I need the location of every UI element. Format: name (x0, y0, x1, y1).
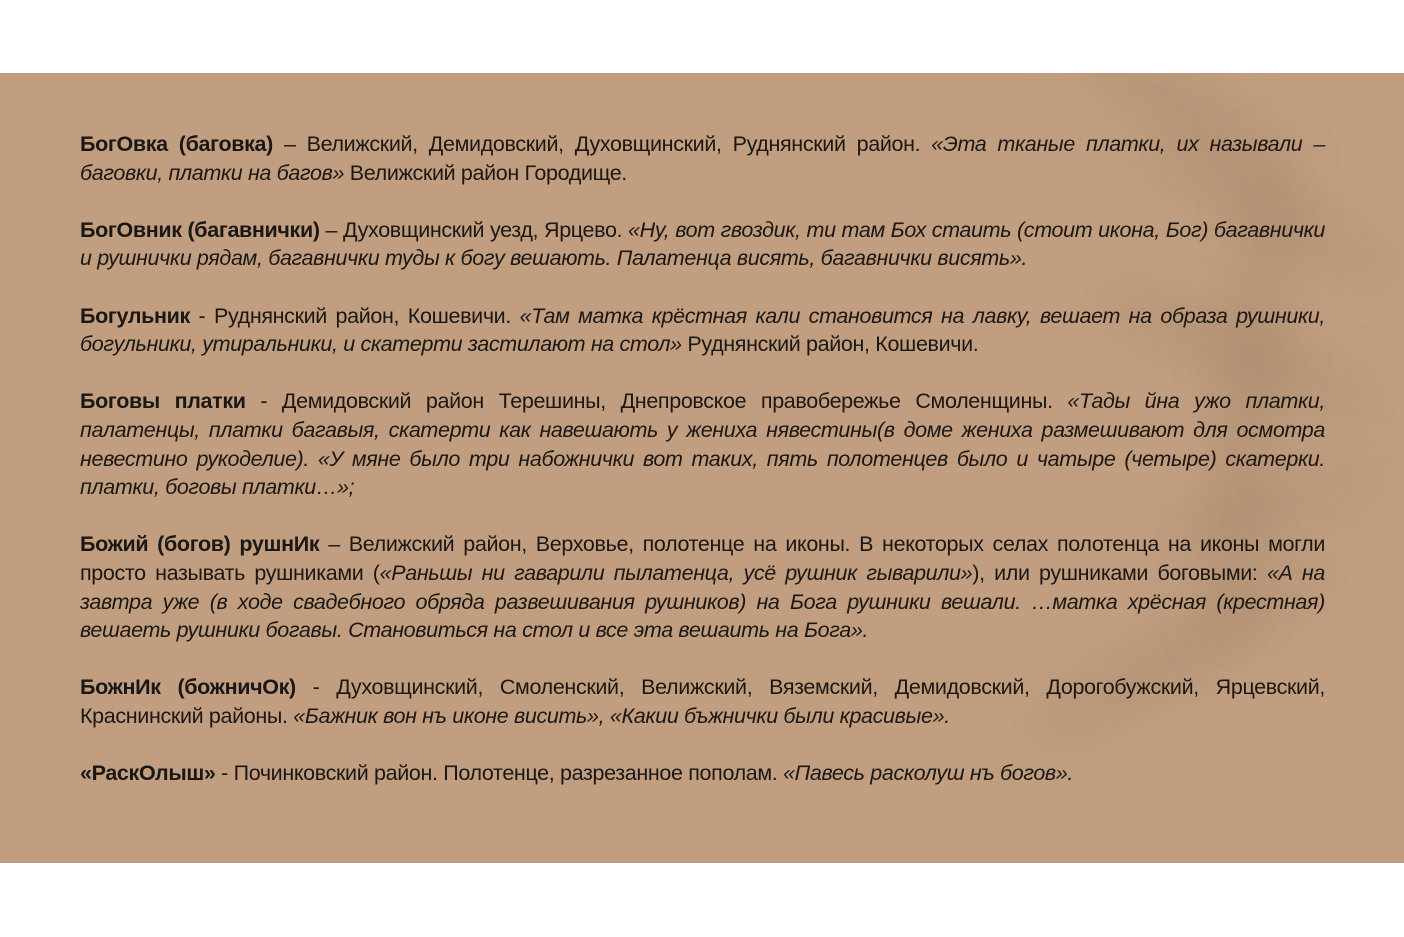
glossary-entry-bogovy-platki (80, 387, 1325, 501)
entry-text: ), или рушниками боговыми: (972, 560, 1267, 585)
glossary-text-block (80, 130, 1325, 788)
entry-separator: – (319, 217, 343, 242)
entry-term: БогОвник (багавнички) (80, 217, 320, 242)
entry-quote: «Тады йна ужо платки, палатенцы, платки багавыя, скатерти как навешають у жениха нявестины(в доме жениха размешивают для осмотра невестино рукоделие). «У мяне было три набожнички вот таких, пять полотенцев было и чатыре (четыре) скатерки. платки, боговы платки…»; (80, 389, 1325, 500)
entry-quote: «Там матка крёстная кали становится на лавку, вешает на образа рушники, богульники, утиральники, и скатерти застилают на стол» (80, 303, 1325, 357)
entry-text: Демидовский район Терешины, Днепровское правобережье Смоленщины. (281, 389, 1068, 414)
glossary-entry-bogovnik (80, 216, 1325, 273)
entry-text: Руднянский район, Кошевичи. (213, 303, 520, 328)
entry-text: Велижский район, Верховье, полотенце на иконы. В некоторых селах полотенца на иконы могли просто называть рушниками ( (80, 532, 1325, 585)
entry-text: Велижский, Демидовский, Духовщинский, Руднянский район. (306, 132, 932, 156)
entry-separator: - (295, 675, 337, 700)
slide-background (0, 73, 1404, 863)
entry-separator: - (215, 761, 234, 786)
entry-quote: «Ну, вот гвоздик, ти там Бох стаить (стоит икона, Бог) багавнички и рушнички рядам, багавнички туды к богу вешають. Палатенца висять, багавнички висять». (80, 217, 1326, 271)
entry-term: Боговы платки (80, 389, 246, 414)
entry-quote: «А на завтра уже (в ходе свадебного обряда развешивания рушников) на Бога рушники вешали. …матка хрёсная (крестная) вешаеть рушники богавы. Становиться на стол и все эта вешаить на Бога». (80, 560, 1326, 643)
entry-text: Руднянский район, Кошевичи. (681, 332, 979, 357)
glossary-entry-bogovka (80, 130, 1325, 187)
entry-term: Богульник (80, 303, 190, 328)
entry-separator: - (189, 303, 214, 328)
entry-term: Божий (богов) рушнИк (80, 532, 320, 557)
entry-term: БожнИк (божничОк) (80, 675, 296, 700)
entry-quote: «Эта тканые платки, их называли – баговки, платки на багов» (80, 132, 1325, 185)
entry-separator: – (319, 532, 349, 557)
glossary-entry-raskolysh (80, 759, 1325, 788)
glossary-entry-bozhnik (80, 673, 1325, 730)
entry-quote: «Павесь расколуш нъ богов». (783, 761, 1074, 786)
entry-separator: - (245, 389, 282, 414)
entry-text: Духовщинский, Смоленский, Велижский, Вяземский, Демидовский, Дорогобужский, Ярцевский, Краснинский районы. (80, 675, 1326, 728)
glossary-entry-bogulnik (80, 302, 1325, 359)
entry-quote: «Бажник вон нъ иконе висить», «Какии бъжнички были красивые». (293, 703, 950, 728)
entry-text: Починковский район. Полотенце, разрезанное пополам. (233, 761, 784, 786)
entry-text: Велижский район Городище. (344, 160, 627, 185)
entry-term: БогОвка (баговка) (80, 132, 273, 156)
entry-term: «РаскОлыш» (80, 761, 216, 786)
entry-quote: «Раньшы ни гаварили пылатенца, усё рушник гыварили» (379, 560, 973, 585)
entry-separator: – (272, 132, 307, 156)
glossary-entry-bozhiy-rushnik (80, 530, 1325, 644)
entry-text: Духовщинский уезд, Ярцево. (342, 217, 629, 242)
